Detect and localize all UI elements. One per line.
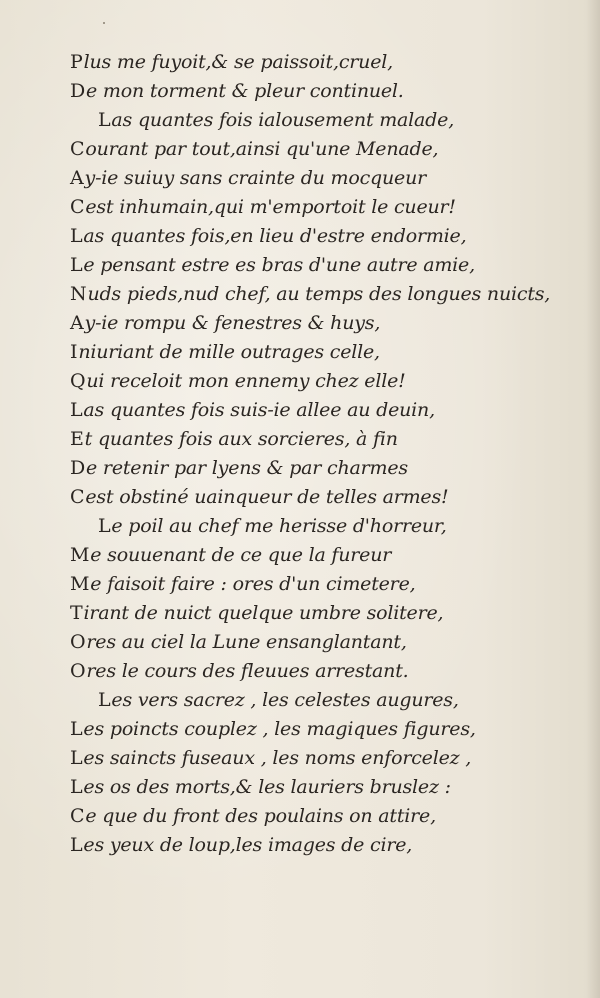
poem-line <box>70 164 426 192</box>
line-initial: D <box>70 80 86 102</box>
poem-line <box>70 222 466 250</box>
poem-line <box>70 251 475 279</box>
poem-line <box>70 454 408 482</box>
line-initial: L <box>98 515 111 537</box>
poem-line <box>70 831 412 859</box>
line-text: res le cours des fleuues arrestant. <box>86 660 409 682</box>
line-initial: A <box>70 167 84 189</box>
line-text: es vers sacrez , les celestes augures, <box>111 689 459 711</box>
line-initial: L <box>70 834 83 856</box>
line-initial: L <box>98 109 111 131</box>
line-text: y-ie suiuy sans crainte du mocqueur <box>84 167 427 189</box>
line-initial: I <box>70 341 78 363</box>
line-text: niuriant de mille outrages celle, <box>78 341 380 363</box>
line-text: as quantes fois suis-ie allee au deuin, <box>83 399 435 421</box>
line-text: e retenir par lyens & par charmes <box>86 457 408 479</box>
line-initial: M <box>70 573 90 595</box>
line-text: y-ie rompu & fenestres & huys, <box>84 312 381 334</box>
line-initial: T <box>70 602 83 624</box>
line-text: t quantes fois aux sorcieres, à fin <box>84 428 398 450</box>
line-text: es poincts couplez , les magiques figures, <box>83 718 476 740</box>
line-initial: L <box>70 399 83 421</box>
poem-line <box>70 541 391 569</box>
paper-speck <box>103 22 105 24</box>
line-initial: N <box>70 283 87 305</box>
line-text: ourant par tout,ainsi qu'une Menade, <box>85 138 439 160</box>
poem-line <box>70 744 471 772</box>
line-initial: L <box>98 689 111 711</box>
line-text: e que du front des poulains on attire, <box>85 805 436 827</box>
poem-line <box>98 512 447 540</box>
poem-line <box>98 106 454 134</box>
line-initial: P <box>70 51 83 73</box>
line-initial: M <box>70 544 90 566</box>
poem-line <box>70 483 448 511</box>
line-text: res au ciel la Lune ensanglantant, <box>86 631 407 653</box>
line-initial: L <box>70 254 83 276</box>
line-text: es os des morts,& les lauriers bruslez : <box>83 776 451 798</box>
poem-line <box>70 802 436 830</box>
line-initial: C <box>70 138 85 160</box>
line-text: es yeux de loup,les images de cire, <box>83 834 413 856</box>
poem-line <box>70 280 550 308</box>
line-text: e pensant estre es bras d'une autre amie, <box>83 254 475 276</box>
line-text: est obstiné uainqueur de telles armes! <box>85 486 449 508</box>
poem-line <box>70 773 451 801</box>
poem-line <box>98 686 459 714</box>
line-initial: L <box>70 747 83 769</box>
poem-line <box>70 367 406 395</box>
poem-line <box>70 628 407 656</box>
line-text: irant de nuict quelque umbre solitere, <box>83 602 444 624</box>
line-initial: O <box>70 631 86 653</box>
line-initial: C <box>70 805 85 827</box>
line-text: uds pieds,nud chef, au temps des longues nuicts, <box>87 283 551 305</box>
poem-line <box>70 715 476 743</box>
poem-line <box>70 338 380 366</box>
page-gutter-shadow <box>586 0 600 998</box>
line-initial: E <box>70 428 84 450</box>
poem-line <box>70 396 435 424</box>
line-text: es saincts fuseaux , les noms enforcelez , <box>83 747 472 769</box>
line-initial: L <box>70 225 83 247</box>
line-text: est inhumain,qui m'emportoit le cueur! <box>85 196 456 218</box>
line-text: lus me fuyoit,& se paissoit,cruel, <box>83 51 393 73</box>
line-initial: C <box>70 486 85 508</box>
poem-line <box>70 657 408 685</box>
line-initial: D <box>70 457 86 479</box>
line-text: e faisoit faire : ores d'un cimetere, <box>90 573 416 595</box>
poem-line <box>70 193 456 221</box>
line-initial: A <box>70 312 84 334</box>
line-text: as quantes fois,en lieu d'estre endormie, <box>83 225 467 247</box>
line-initial: L <box>70 776 83 798</box>
poem-line <box>70 48 393 76</box>
line-text: e souuenant de ce que la fureur <box>90 544 392 566</box>
line-text: e poil au chef me herisse d'horreur, <box>111 515 447 537</box>
poem-line <box>70 135 438 163</box>
poem-line <box>70 77 404 105</box>
poem-line <box>70 599 443 627</box>
line-text: e mon torment & pleur continuel. <box>86 80 404 102</box>
line-initial: Q <box>70 370 86 392</box>
line-initial: C <box>70 196 85 218</box>
line-initial: L <box>70 718 83 740</box>
line-text: ui receloit mon ennemy chez elle! <box>86 370 406 392</box>
poem-line <box>70 425 398 453</box>
poem-line <box>70 309 380 337</box>
line-initial: O <box>70 660 86 682</box>
poem-line <box>70 570 415 598</box>
line-text: as quantes fois ialousement malade, <box>111 109 455 131</box>
